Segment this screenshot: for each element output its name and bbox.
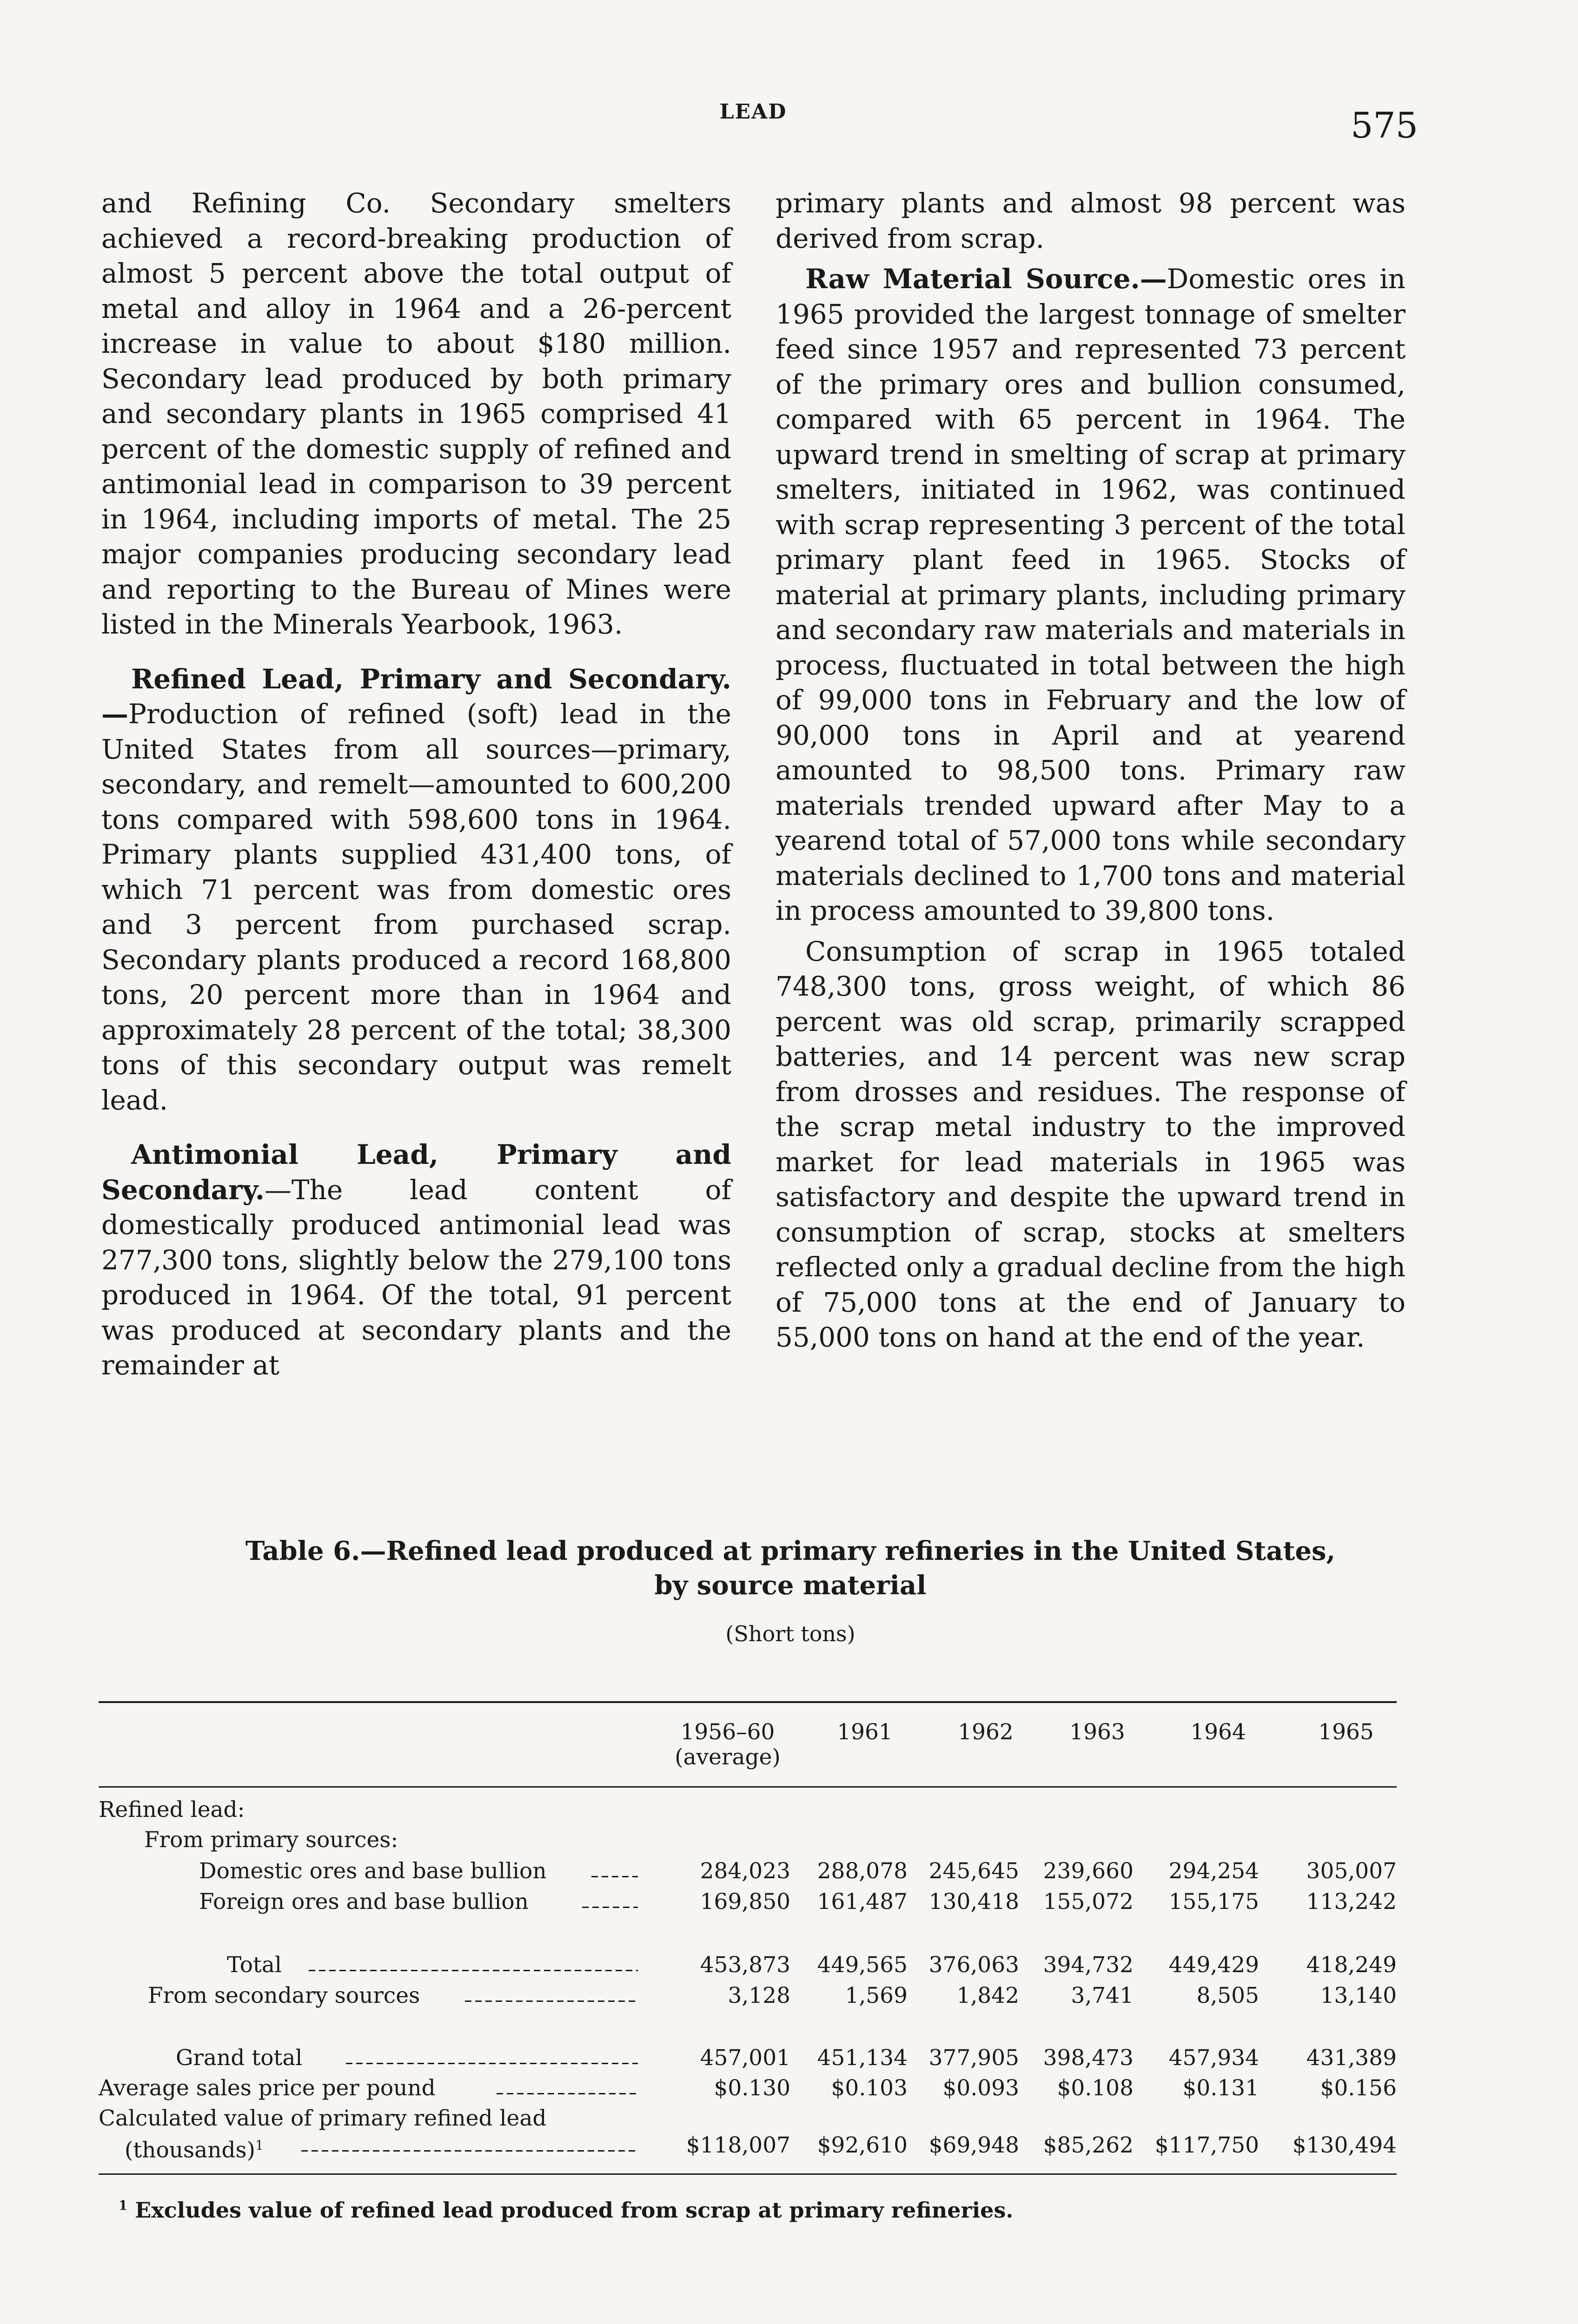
table-cell: 245,645 (928, 1858, 1019, 1884)
table-title-line: Table 6.—Refined lead produced at primary refineries in the United States, (245, 1536, 1336, 1566)
table-cell: 294,254 (1168, 1858, 1259, 1884)
table-cell: $85,262 (1043, 2133, 1134, 2158)
column-header: 1965 (1318, 1719, 1374, 1745)
paragraph-text: Production of refined (soft) lead in the United States from all sources—primary, secondary, and remelt—amounted to 600,200 tons compared with 598,600 tons in 1964. Primary plants supplied 431,400 tons, of which 71 percent was from domestic ores and 3 percent from purchased scrap. Secondary plants produced a record 168,800 tons, 20 percent more than in 1964 and approximately 28 percent of the total; 38,300 tons of this secondary output was remelt lead. (101, 698, 731, 1116)
column-header-sub: (average) (675, 1744, 781, 1770)
table-cell: 457,934 (1168, 2045, 1259, 2071)
row-label: Calculated value of primary refined lead (99, 2106, 547, 2131)
section-heading: Antimonial Lead, Primary and Secondary. (101, 1139, 731, 1206)
table-cell: 376,063 (928, 1952, 1019, 1978)
row-label: Domestic ores and base bullion (199, 1858, 547, 1884)
row-label: Grand total (176, 2045, 303, 2071)
paragraph-text: Domestic ores in 1965 provided the largest tonnage of smelter feed since 1957 and represented 73 percent of the primary ores and bullion consumed, compared with 65 percent in 1964. The upward trend in smelting of scrap at primary smelters, initiated in 1962, was continued with scrap representing 3 percent of the total primary plant feed in 1965. Stocks of material at primary plants, including primary and secondary raw materials and materials in process, fluctuated in total between the high of 99,000 tons in February and the low of 90,000 tons in April and at yearend amounted to 98,500 tons. Primary raw materials trended upward after May to a yearend total of 57,000 tons while secondary materials declined to 1,700 tons and material in process amounted to 39,800 tons. (776, 263, 1406, 926)
left-column (101, 186, 731, 1383)
dot-leader (465, 2000, 638, 2002)
row-label: From primary sources: (144, 1827, 398, 1853)
table-cell: 1,842 (956, 1983, 1019, 2008)
table-cell: $0.093 (942, 2075, 1019, 2101)
paragraph: and Refining Co. Secondary smelters achieved a record-breaking production of almost 5 percent above the total output of metal and alloy in 1964 and a 26-percent increase in value to about $180 million. Secondary lead produced by both primary and secondary plants in 1965 comprised 41 percent of the domestic supply of refined and antimonial lead in comparison to 39 percent in 1964, including imports of metal. The 25 major companies producing secondary lead and reporting to the Bureau of Mines were listed in the Minerals Yearbook, 1963. (101, 187, 731, 640)
table-cell: $117,750 (1154, 2133, 1259, 2158)
column-header: 1963 (1069, 1719, 1125, 1745)
table-cell: $0.130 (714, 2075, 790, 2101)
table-cell: 449,565 (817, 1952, 908, 1978)
table-cell: $92,610 (817, 2133, 908, 2158)
table-cell: 398,473 (1043, 2045, 1134, 2071)
table-cell: $130,494 (1292, 2133, 1397, 2158)
paragraph (776, 262, 1406, 929)
table-cell: $0.103 (831, 2075, 908, 2101)
column-header: 1962 (958, 1719, 1014, 1745)
row-label (125, 2133, 264, 2164)
table-cell: 8,505 (1196, 1983, 1259, 2008)
table-cell: $118,007 (686, 2133, 790, 2158)
table-cell: 449,429 (1168, 1952, 1259, 1978)
table-cell: 113,242 (1306, 1889, 1397, 1915)
table-cell: $69,948 (928, 2133, 1019, 2158)
column-header-label: 1956–60 (680, 1719, 775, 1745)
dot-leader (497, 2093, 638, 2094)
table-cell: 3,741 (1071, 1983, 1134, 2008)
footnote-text: Excludes value of refined lead produced from scrap at primary refineries. (135, 2198, 1014, 2223)
table-cell: 453,873 (700, 1952, 790, 1978)
table-cell: 239,660 (1043, 1858, 1134, 1884)
table-cell: 418,249 (1306, 1952, 1397, 1978)
paragraph (101, 1137, 731, 1383)
table-cell: 288,078 (817, 1858, 908, 1884)
dot-leader (346, 2063, 638, 2064)
table-cell: 457,001 (700, 2045, 790, 2071)
table-title (195, 1534, 1386, 1603)
page-number: 575 (1350, 105, 1418, 146)
row-label: Refined lead: (99, 1797, 245, 1822)
table-cell: 1,569 (845, 1983, 908, 2008)
table-cell: $0.108 (1057, 2075, 1134, 2101)
table-cell: 155,072 (1043, 1889, 1134, 1915)
dot-leader (591, 1876, 638, 1877)
table-cell: 284,023 (700, 1858, 790, 1884)
table-cell: 161,487 (817, 1889, 908, 1915)
dot-leader (582, 1907, 638, 1908)
running-head: LEAD (719, 100, 787, 124)
table-top-rule (99, 1701, 1397, 1703)
row-label: Foreign ores and base bullion (199, 1889, 529, 1915)
table-bottom-rule (99, 2173, 1397, 2175)
row-label: Total (227, 1952, 282, 1978)
row-label-text: (thousands) (125, 2137, 256, 2163)
column-header: 1961 (837, 1719, 893, 1745)
table-cell: $0.156 (1320, 2075, 1397, 2101)
row-label: From secondary sources (148, 1983, 420, 2008)
table-header-rule (99, 1786, 1397, 1788)
dot-leader (309, 1970, 638, 1971)
table-cell: 13,140 (1320, 1983, 1397, 2008)
table-cell: 3,128 (728, 1983, 790, 2008)
table-cell: 305,007 (1306, 1858, 1397, 1884)
paragraph: primary plants and almost 98 percent was derived from scrap. (776, 187, 1406, 254)
row-label: Average sales price per pound (99, 2075, 436, 2101)
table-unit: (Short tons) (725, 1621, 855, 1646)
paragraph (101, 662, 731, 1118)
section-heading: Refined Lead, Primary and Secondary.— (101, 663, 731, 730)
column-header: 1964 (1190, 1719, 1246, 1745)
table-footnote (119, 2198, 1013, 2223)
column-header (660, 1720, 795, 1770)
table-cell: 377,905 (928, 2045, 1019, 2071)
table-cell: 451,134 (817, 2045, 908, 2071)
table-cell: 155,175 (1168, 1889, 1259, 1915)
section-heading: Raw Material Source.— (805, 263, 1167, 295)
table-cell: 431,389 (1306, 2045, 1397, 2071)
table-cell: 169,850 (700, 1889, 790, 1915)
table-title-line: by source material (654, 1570, 927, 1601)
footnote-ref: 1 (255, 2138, 264, 2153)
table-cell: 130,418 (928, 1889, 1019, 1915)
table-cell: 394,732 (1043, 1952, 1134, 1978)
paragraph: Consumption of scrap in 1965 totaled 748,300 tons, gross weight, of which 86 percent was old scrap, primarily scrapped batteries, and 14 percent was new scrap from drosses and residues. The response of the scrap metal industry to the improved market for lead materials in 1965 was satisfactory and despite the upward trend in consumption of scrap, stocks at smelters reflected only a gradual decline from the high of 75,000 tons at the end of January to 55,000 tons on hand at the end of the year. (776, 935, 1406, 1353)
footnote-mark: 1 (119, 2198, 128, 2213)
paragraph-text: —The lead content of domestically produced antimonial lead was 277,300 tons, slightly below the 279,100 tons produced in 1964. Of the total, 91 percent was produced at secondary plants and the remainder at (101, 1174, 731, 1381)
right-column (776, 186, 1406, 1355)
dot-leader (301, 2150, 638, 2152)
table-cell: $0.131 (1182, 2075, 1259, 2101)
